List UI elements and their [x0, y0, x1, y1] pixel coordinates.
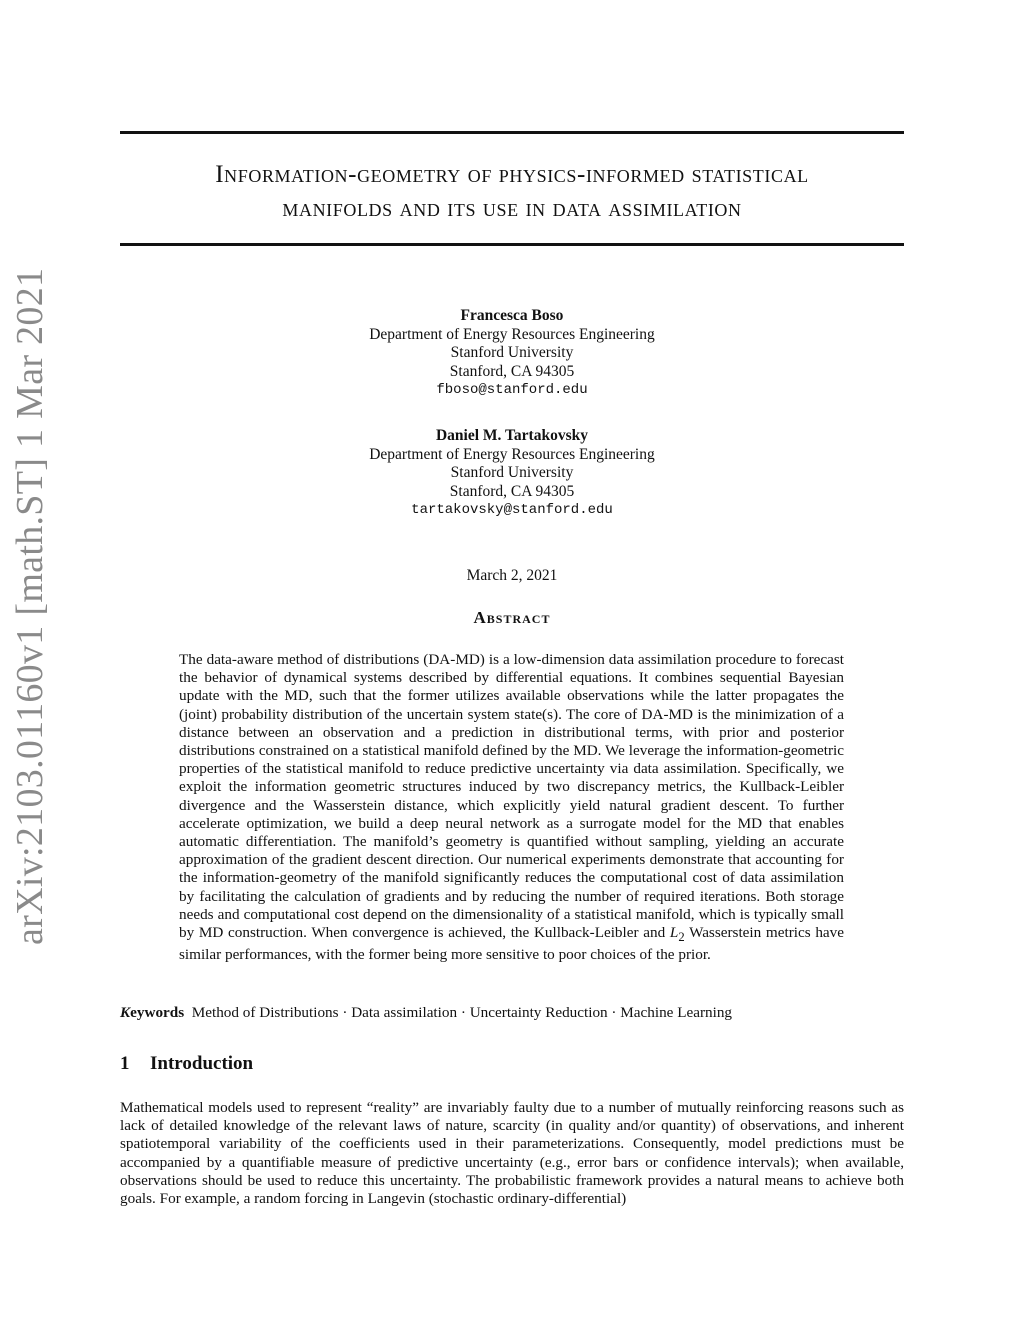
- title-line-1: Information-geometry of physics-informed statistical: [215, 161, 809, 188]
- abstract-body: [179, 651, 844, 964]
- author-name: Daniel M. Tartakovsky: [435, 427, 588, 444]
- author-department: Department of Energy Resources Engineering: [369, 325, 655, 343]
- l2-symbol: L: [669, 924, 679, 942]
- keywords-line: [120, 1003, 904, 1022]
- keywords-label-rest: eywords: [130, 1004, 185, 1021]
- abstract-text-end: Wasserstein metrics have similar performances, with the former being more sensitive to poor choices of the prior.: [179, 924, 844, 964]
- intro-paragraph: Mathematical models used to represent “reality” are invariably faulty due to a number of mutually reinforcing reasons such as lack of detailed knowledge of the relevant laws of nature, scarcity (in quality and/or quantity) of observations, and inherent spatiotemporal variability of the coefficients used in their parameterizations. Consequently, model predictions must be accompanied by a quantifiable measure of predictive uncertainty (e.g., error bars or confidence intervals); when available, observations should be used to reduce this uncertainty. The probabilistic framework provides a natural means to achieve both goals. For example, a random forcing in Langevin (stochastic ordinary-differential): [120, 1099, 904, 1208]
- title-rule-top: [120, 131, 904, 134]
- author-email[interactable]: tartakovsky@stanford.edu: [411, 502, 613, 518]
- section-heading: [120, 1053, 253, 1075]
- author-institution: Stanford University: [450, 464, 574, 481]
- paper-title: [120, 158, 904, 226]
- keywords-label-k: K: [120, 1004, 131, 1021]
- author-block-2: [120, 427, 904, 520]
- keywords-label: [120, 1004, 184, 1021]
- l2-subscript: 2: [678, 930, 685, 945]
- abstract-heading: Abstract: [473, 608, 551, 627]
- author-email[interactable]: fboso@stanford.edu: [436, 382, 588, 398]
- author-institution: Stanford University: [450, 344, 574, 361]
- title-line-2: manifolds and its use in data assimilation: [282, 195, 742, 222]
- title-rule-bottom: [120, 243, 904, 246]
- author-location: Stanford, CA 94305: [449, 482, 575, 500]
- abstract-text: The data-aware method of distributions (DA-MD) is a low-dimension data assimilation procedure to forecast the behavior of dynamical systems described by differential equations. It combines sequential Bayesian update with the MD, such that the former utilizes available observations while the latter propagates the (joint) probability distribution of the uncertain system state(s). The core of DA-MD is the minimization of a distance between an observation and a prediction in distributional terms, with prior and posterior distributions constrained on a statistical manifold defined by the MD. We leverage the information-geometric properties of the statistical manifold to reduce predictive uncertainty via data assimilation. Specifically, we exploit the information geometric structures induced by two discrepancy metrics, the Kullback-Leibler divergence and the Wasserstein distance, which explicitly yield natural gradient descent. To further accelerate optimization, we build a deep neural network as a surrogate model for the MD that enables automatic differentiation. The manifold’s geometry is quantified without sampling, yielding an accurate approximation of the gradient descent direction. Our numerical experiments demonstrate that accounting for the information-geometry of the manifold significantly reduces the computational cost of data assimilation by facilitating the calculation of gradients and by reducing the number of required iterations. Both storage needs and computational cost depend on the dimensionality of a statistical manifold, which is typically small by MD construction. When convergence is achieved, the Kullback-Leibler and: [179, 651, 844, 942]
- author-location: Stanford, CA 94305: [449, 362, 575, 380]
- section-number: 1: [120, 1053, 130, 1074]
- keywords-text: Method of Distributions · Data assimilation · Uncertainty Reduction · Machine Learning: [191, 1004, 733, 1021]
- arxiv-stamp: arXiv:2103.01160v1 [math.ST] 1 Mar 2021: [9, 267, 51, 945]
- section-title: Introduction: [150, 1053, 254, 1074]
- paper-date: March 2, 2021: [466, 567, 558, 584]
- author-block-1: [120, 307, 904, 400]
- author-name: Francesca Boso: [460, 307, 564, 324]
- author-department: Department of Energy Resources Engineering: [369, 445, 655, 463]
